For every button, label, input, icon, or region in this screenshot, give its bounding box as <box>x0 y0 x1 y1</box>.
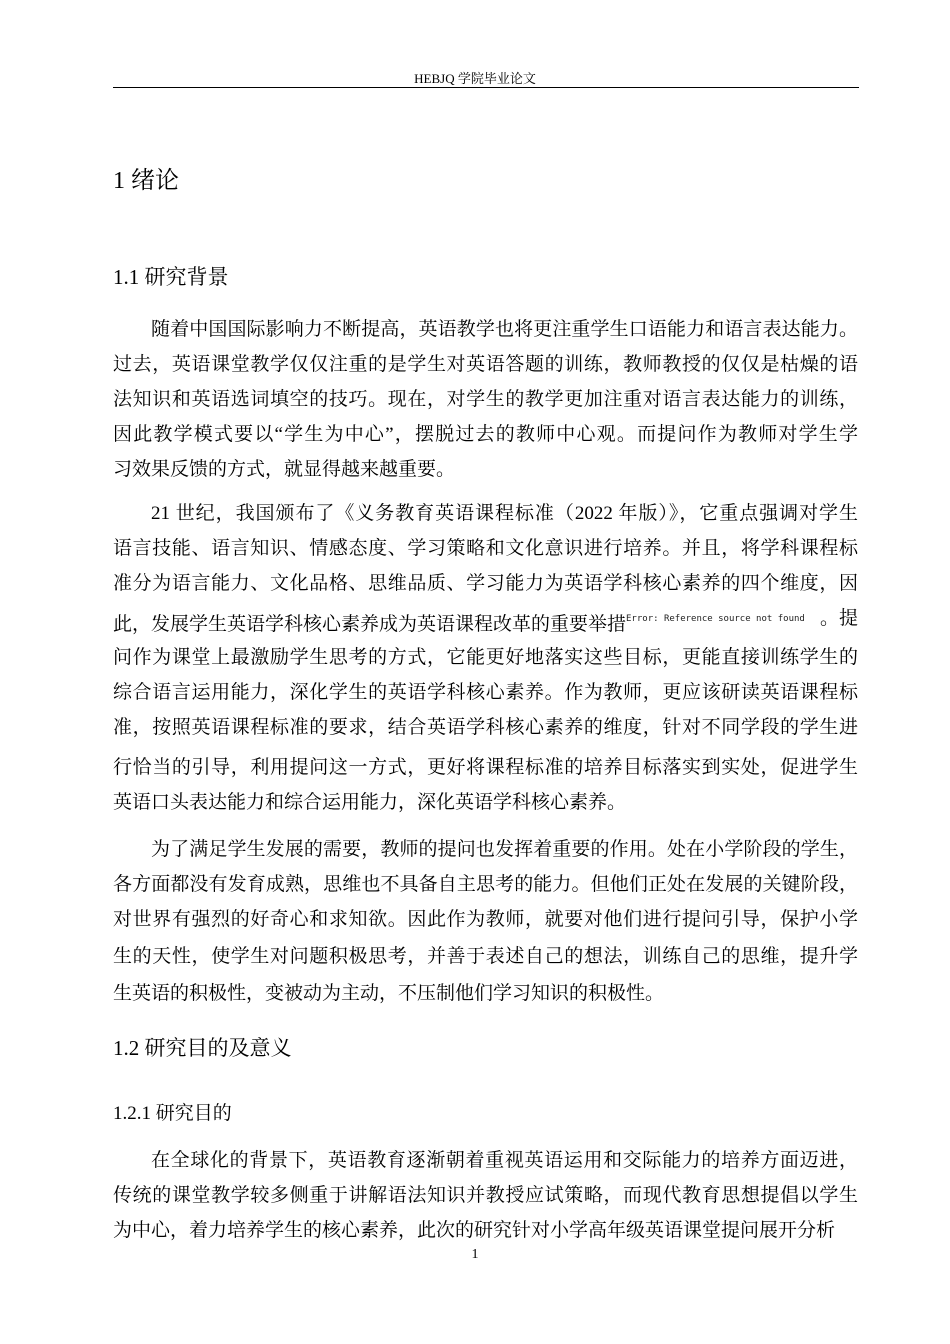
line-text: 。提 <box>819 608 858 629</box>
paragraph-line: 习效果反馈的方式，就显得越来越重要。 <box>113 459 456 480</box>
paragraph-line: 传统的课堂教学较多侧重于讲解语法知识并教授应试策略，而现代教育思想提倡以学生 <box>113 1185 858 1206</box>
paragraph-line: 随着中国国际影响力不断提高，英语教学也将更注重学生口语能力和语言表达能力。 <box>151 319 858 340</box>
paragraph-line: 为中心，着力培养学生的核心素养，此次的研究针对小学高年级英语课堂提问展开分析 <box>113 1220 836 1241</box>
section-heading-1-1: 1.1 研究背景 <box>113 265 229 289</box>
section-heading-1-2: 1.2 研究目的及意义 <box>113 1036 292 1060</box>
paragraph-line: 准分为语言能力、文化品格、思维品质、学习能力为英语学科核心素养的四个维度，因 <box>113 573 858 594</box>
paragraph-line: 英语口头表达能力和综合运用能力，深化英语学科核心素养。 <box>113 792 627 813</box>
paragraph-line <box>113 607 858 637</box>
paragraph-line: 过去，英语课堂教学仅仅注重的是学生对英语答题的训练，教师教授的仅仅是枯燥的语 <box>113 354 858 375</box>
paragraph-line: 因此教学模式要以“学生为中心”，摆脱过去的教师中心观。而提问作为教师对学生学 <box>113 424 858 445</box>
line-text: 此，发展学生英语学科核心素养成为英语课程改革的重要举措 <box>113 614 627 635</box>
paragraph-line: 在全球化的背景下，英语教育逐渐朝着重视英语运用和交际能力的培养方面迈进， <box>151 1150 858 1171</box>
page-number: 1 <box>471 1247 479 1262</box>
paragraph-line: 生英语的积极性，变被动为主动，不压制他们学习知识的积极性。 <box>113 983 665 1004</box>
paragraph-line: 语言技能、语言知识、情感态度、学习策略和文化意识进行培养。并且，将学科课程标 <box>113 538 858 559</box>
paragraph-line: 21 世纪，我国颁布了《义务教育英语课程标准（2022 年版）》，它重点强调对学生 <box>151 503 858 524</box>
paragraph-line: 准，按照英语课程标准的要求，结合英语学科核心素养的维度，针对不同学段的学生进 <box>113 717 858 738</box>
paragraph-line: 各方面都没有发育成熟，思维也不具备自主思考的能力。但他们正处在发展的关键阶段， <box>113 874 858 895</box>
paragraph-line: 综合语言运用能力，深化学生的英语学科核心素养。作为教师，更应该研读英语课程标 <box>113 682 858 703</box>
paragraph-line: 行恰当的引导，利用提问这一方式，更好将课程标准的培养目标落实到实处，促进学生 <box>113 757 858 778</box>
paragraph-line: 对世界有强烈的好奇心和求知欲。因此作为教师，就要对他们进行提问引导，保护小学 <box>113 909 858 930</box>
header-rule <box>113 87 859 88</box>
paragraph-line: 生的天性，使学生对问题积极思考，并善于表述自己的想法，训练自己的思维，提升学 <box>113 946 858 967</box>
paragraph-line: 问作为课堂上最激励学生思考的方式，它能更好地落实这些目标，更能直接训练学生的 <box>113 647 858 668</box>
reference-error-superscript: Error: Reference source not found <box>626 614 805 624</box>
paragraph-line: 法知识和英语选词填空的技巧。现在，对学生的教学更加注重对语言表达能力的训练， <box>113 389 858 410</box>
section-heading-1-2-1: 1.2.1 研究目的 <box>113 1103 232 1124</box>
chapter-heading: 1 绪论 <box>113 168 179 194</box>
paragraph-line: 为了满足学生发展的需要，教师的提问也发挥着重要的作用。处在小学阶段的学生， <box>151 839 858 860</box>
page-header-title: HEBJQ 学院毕业论文 <box>414 71 536 86</box>
